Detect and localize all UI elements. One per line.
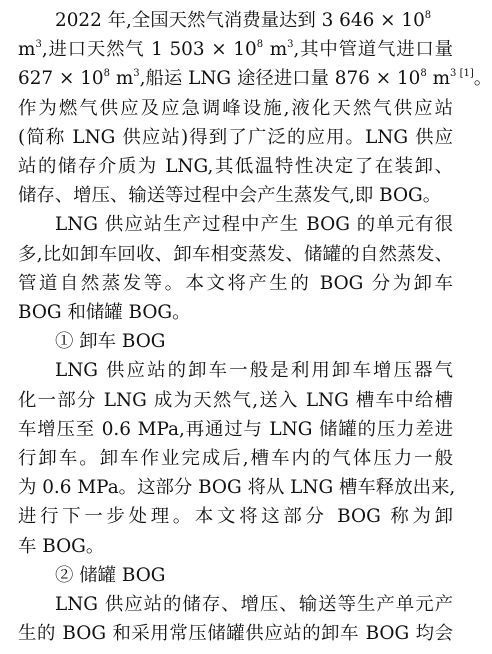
superscript: 8	[103, 68, 110, 80]
paragraph-3-line-3: 车增压至 0.6 MPa,再通过与 LNG 储罐的压力差进	[18, 418, 453, 440]
text-span: m	[18, 39, 36, 61]
paragraph-2-line-2: 多,比如卸车回收、卸车相变蒸发、储罐的自然蒸发、	[18, 243, 453, 265]
paragraph-3-line-7: 车 BOG。	[18, 535, 105, 557]
paragraph-3-line-1: LNG 供应站的卸车一般是利用卸车增压器气	[55, 360, 453, 382]
text-span: m	[109, 68, 134, 90]
paragraph-1-line-3	[18, 64, 492, 93]
text-span: m	[426, 68, 451, 90]
text-span: 2022 年,全国天然气消费量达到 3 646 × 10	[55, 10, 425, 31]
paragraph-1-line-7: 储存、增压、输送等过程中会产生蒸发气,即 BOG。	[18, 185, 442, 207]
superscript: 8	[424, 10, 432, 21]
section-heading-tank-bog: ② 储罐 BOG	[55, 564, 166, 586]
superscript: 3	[133, 68, 140, 80]
paragraph-1-line-5: (简称 LNG 供应站)得到了广泛的应用。LNG 供应	[18, 126, 453, 148]
paragraph-2-line-3: 管道自然蒸发等。本文将产生的 BOG 分为卸车	[18, 272, 453, 294]
text-span: ,船运 LNG 途径进口量 876 × 10	[139, 68, 421, 90]
paragraph-1-line-2	[18, 35, 453, 64]
paragraph-4-line-2: 生的 BOG 和采用常压储罐供应站的卸车 BOG 均会	[18, 623, 453, 645]
text-span: ,进口天然气 1 503 × 10	[41, 39, 257, 61]
superscript: 3	[35, 39, 42, 51]
paragraph-1-line-4: 作为燃气供应及应急调峰设施,液化天然气供应站	[18, 97, 453, 119]
paragraph-3-line-6: 进行下一步处理。本文将这部分 BOG 称为卸	[18, 506, 453, 528]
citation-superscript: 3 [1]	[450, 68, 474, 80]
text-span: 627 × 10	[18, 68, 104, 90]
paragraph-2-line-4: BOG 和储罐 BOG。	[18, 302, 191, 323]
paragraph-1-line-1	[55, 6, 453, 35]
paragraph-3-line-5: 为 0.6 MPa。这部分 BOG 将从 LNG 槽车释放出来,	[18, 477, 456, 499]
text-span: ,其中管道气进口量	[293, 39, 453, 61]
paragraph-3-line-2: 化一部分 LNG 成为天然气,送入 LNG 槽车中给槽	[18, 389, 453, 411]
paragraph-4-line-1: LNG 供应站的储存、增压、输送等生产单元产	[55, 594, 453, 615]
paragraph-3-line-4: 行卸车。卸车作业完成后,槽车内的气体压力一般	[18, 448, 453, 469]
text-span: m	[263, 39, 288, 61]
paragraph-1-line-6: 站的储存介质为 LNG,其低温特性决定了在装卸、	[18, 156, 453, 177]
section-heading-unloading-bog: ① 卸车 BOG	[55, 331, 166, 353]
superscript: 8	[420, 68, 427, 80]
superscript: 3	[287, 39, 294, 51]
text-span: 。	[473, 68, 492, 90]
paragraph-2-line-1: LNG 供应站生产过程中产生 BOG 的单元有很	[55, 214, 453, 236]
superscript: 8	[256, 39, 264, 51]
